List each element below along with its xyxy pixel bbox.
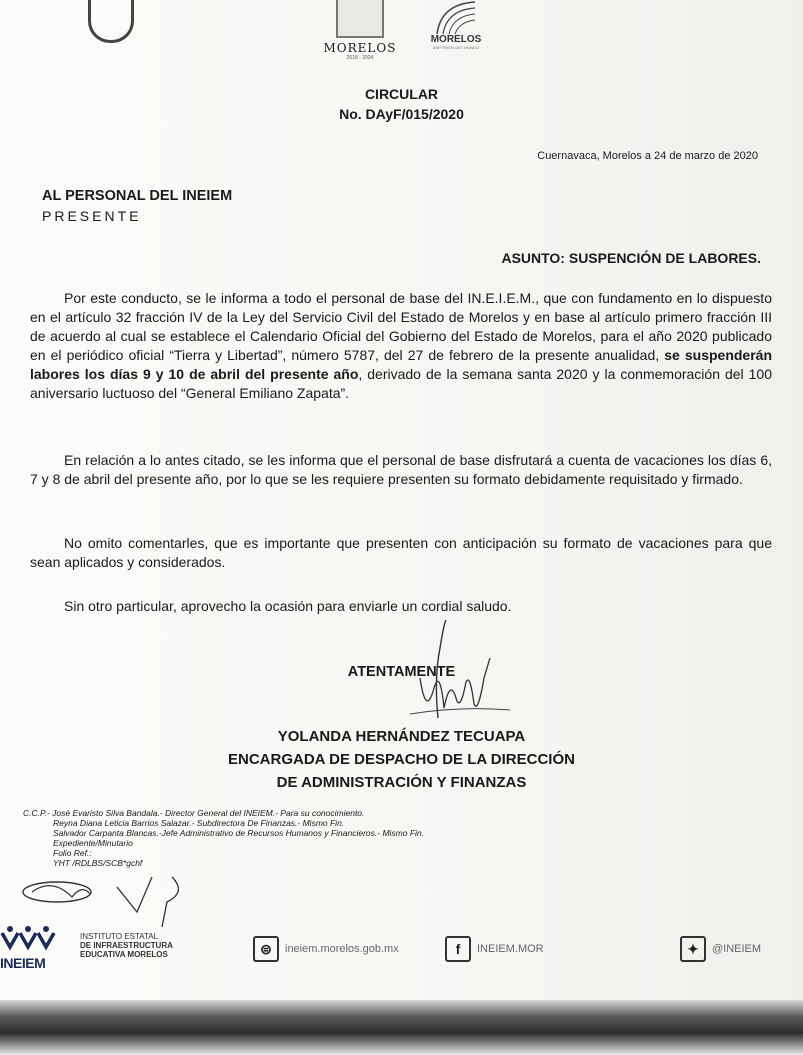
page-bottom-edge — [0, 1000, 803, 1055]
ineiem-brand: INEIEM — [0, 955, 46, 971]
signer-title-line2: DE ADMINISTRACIÓN Y FINANZAS — [276, 774, 527, 791]
morelos-anfitrion-logo — [418, 0, 494, 50]
circular-title: CIRCULAR — [364, 86, 439, 102]
ccp-line: C.C.P.- José Evaristo Silva Bandala.- Director General del INEIEM.- Para su conocimiento. — [23, 808, 365, 818]
body-paragraph-4 — [30, 597, 772, 616]
p1-text-start: Por este conducto, se le informa a todo el personal de base del IN.E.I.E.M., que con fundamento en lo dispuesto en el artículo 32 fracción IV de la Ley del Servicio Civil del Estado de Morelos y en base al artículo primero fracción III de acuerdo al cual se establece el Calendario Oficial del Gobierno del Estado de Morelos, para el año 2020 publicado en el periódico oficial “Tierra y Libertad”, número 5787, del 27 de febrero de la presente anualidad, — [30, 290, 772, 363]
circular-number: No. DAyF/015/2020 — [339, 106, 464, 122]
logo-left-name: MORELOS — [323, 41, 397, 55]
logo-left-years: 2018 - 2024 — [346, 55, 374, 61]
facebook-text: INEIEM.MOR — [477, 943, 544, 955]
ccp-line: Reyna Diana Leticia Barrios Salazar.- Subdirectora De Finanzas.- Mismo Fin. — [53, 818, 345, 828]
institute-line-3: EDUCATIVA MORELOS — [80, 950, 168, 959]
body-paragraph-2 — [30, 451, 772, 489]
ccp-list — [23, 808, 424, 868]
institute-line-2: DE INFRAESTRUCTURA — [80, 941, 173, 950]
shell-logo-icon — [431, 0, 481, 36]
twitter-contact — [680, 936, 761, 962]
body-paragraph-1 — [30, 289, 772, 403]
facebook-icon: f — [445, 936, 471, 962]
p3-text: No omito comentarles, que es importante que presenten con anticipación su formato de vacaciones para que sean aplicados y considerados. — [30, 535, 772, 570]
website-contact — [253, 936, 399, 962]
people-logo-icon — [0, 925, 60, 955]
signer-name: YOLANDA HERNÁNDEZ TECUAPA — [277, 728, 526, 745]
morelos-government-logo — [320, 0, 400, 61]
signer-title-line1: ENCARGADA DE DESPACHO DE LA DIRECCIÓN — [228, 751, 575, 768]
twitter-text: @INEIEM — [712, 943, 762, 955]
ineiem-logo — [0, 925, 70, 971]
handwritten-initials — [12, 872, 202, 932]
institute-line-1: INSTITUTO ESTATAL — [80, 932, 159, 941]
ccp-line: YHT /RDLBS/SCB*gchf — [53, 858, 143, 868]
body-paragraph-3 — [30, 534, 772, 572]
p1-text-end: , derivado de la semana santa 2020 y la conmemoración del 100 aniversario luctuoso del “General Emiliano Zapata”. — [30, 366, 772, 401]
paper-clip — [88, 0, 134, 43]
subject-line: ASUNTO: SUSPENCIÓN DE LABORES. — [501, 250, 761, 266]
addressee-presente: PRESENTE — [42, 208, 142, 224]
logo-right-subtitle: ANFITRIÓN DEL MUNDO — [432, 45, 480, 50]
closing-atentamente: ATENTAMENTE — [347, 664, 456, 680]
logo-right-name: MORELOS — [430, 34, 482, 45]
addressee: AL PERSONAL DEL INEIEM — [42, 188, 233, 204]
twitter-icon: ✦ — [680, 936, 706, 962]
p4-text: Sin otro particular, aprovecho la ocasión para enviarle un cordial saludo. — [64, 598, 512, 614]
website-text: ineiem.morelos.gob.mx — [285, 943, 399, 955]
globe-icon: ⊜ — [253, 936, 279, 962]
ccp-line: Folio Ref.: — [53, 848, 92, 858]
letter-date: Cuernavaca, Morelos a 24 de marzo de 2020 — [537, 150, 758, 162]
coat-of-arms-icon — [336, 0, 384, 38]
institute-name — [80, 932, 173, 959]
ccp-line: Salvador Carpanta Blancas.-Jefe Administrativo de Recursos Humanos y Financieros.- Mismo Fin. — [53, 828, 424, 838]
p2-text: En relación a lo antes citado, se les informa que el personal de base disfrutará a cuenta de vacaciones los días 6, 7 y 8 de abril del presente año, por lo que se les requiere presenten su formato debidamente requisitado y firmado. — [30, 452, 772, 487]
p1-bold-text: se suspenderán labores los días 9 y 10 de abril del presente año — [30, 347, 772, 382]
ccp-line: Expediente/Minutario — [53, 838, 133, 848]
facebook-contact — [445, 936, 544, 962]
